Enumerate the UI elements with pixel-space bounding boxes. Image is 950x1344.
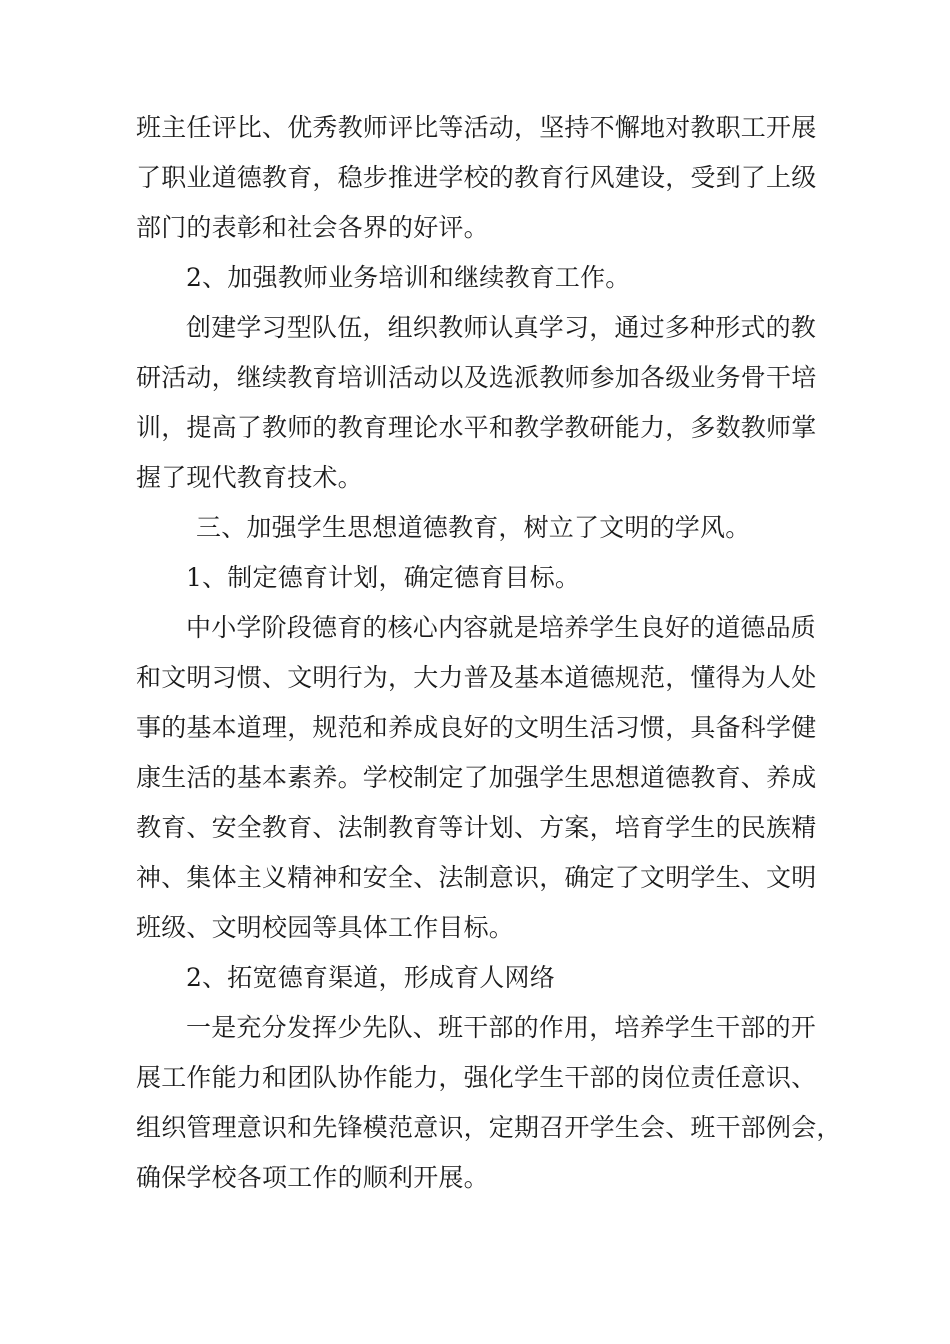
- text-line: 事的基本道理，规范和养成良好的文明生活习惯，具备科学健: [136, 713, 817, 742]
- subheading: 1、制定德育计划，确定德育目标。: [186, 563, 581, 592]
- text-line: 确保学校各项工作的顺利开展。: [136, 1163, 489, 1192]
- text-line: 创建学习型队伍，组织教师认真学习，通过多种形式的教: [186, 313, 817, 342]
- text-line: 康生活的基本素养。学校制定了加强学生思想道德教育、养成: [136, 763, 817, 792]
- text-line: 研活动，继续教育培训活动以及选派教师参加各级业务骨干培: [136, 363, 817, 392]
- section-heading: 三、加强学生思想道德教育，树立了文明的学风。: [196, 513, 751, 542]
- text-line: 握了现代教育技术。: [136, 463, 363, 492]
- text-line: 和文明习惯、文明行为，大力普及基本道德规范，懂得为人处: [136, 663, 817, 692]
- text-line: 中小学阶段德育的核心内容就是培养学生良好的道德品质: [186, 613, 817, 642]
- text-line: 展工作能力和团队协作能力，强化学生干部的岗位责任意识、: [136, 1063, 817, 1092]
- subheading: 2、加强教师业务培训和继续教育工作。: [186, 263, 631, 292]
- text-line: 班主任评比、优秀教师评比等活动，坚持不懈地对教职工开展: [136, 113, 817, 142]
- text-line: 组织管理意识和先锋模范意识，定期召开学生会、班干部例会，: [136, 1113, 842, 1142]
- text-line: 了职业道德教育，稳步推进学校的教育行风建设，受到了上级: [136, 163, 817, 192]
- text-line: 一是充分发挥少先队、班干部的作用，培养学生干部的开: [186, 1013, 817, 1042]
- text-line: 部门的表彰和社会各界的好评。: [136, 213, 489, 242]
- text-line: 班级、文明校园等具体工作目标。: [136, 913, 515, 942]
- subheading: 2、拓宽德育渠道，形成育人网络: [186, 963, 555, 992]
- text-line: 神、集体主义精神和安全、法制意识，确定了文明学生、文明: [136, 863, 817, 892]
- text-line: 教育、安全教育、法制教育等计划、方案，培育学生的民族精: [136, 813, 817, 842]
- text-line: 训，提高了教师的教育理论水平和教学教研能力，多数教师掌: [136, 413, 817, 442]
